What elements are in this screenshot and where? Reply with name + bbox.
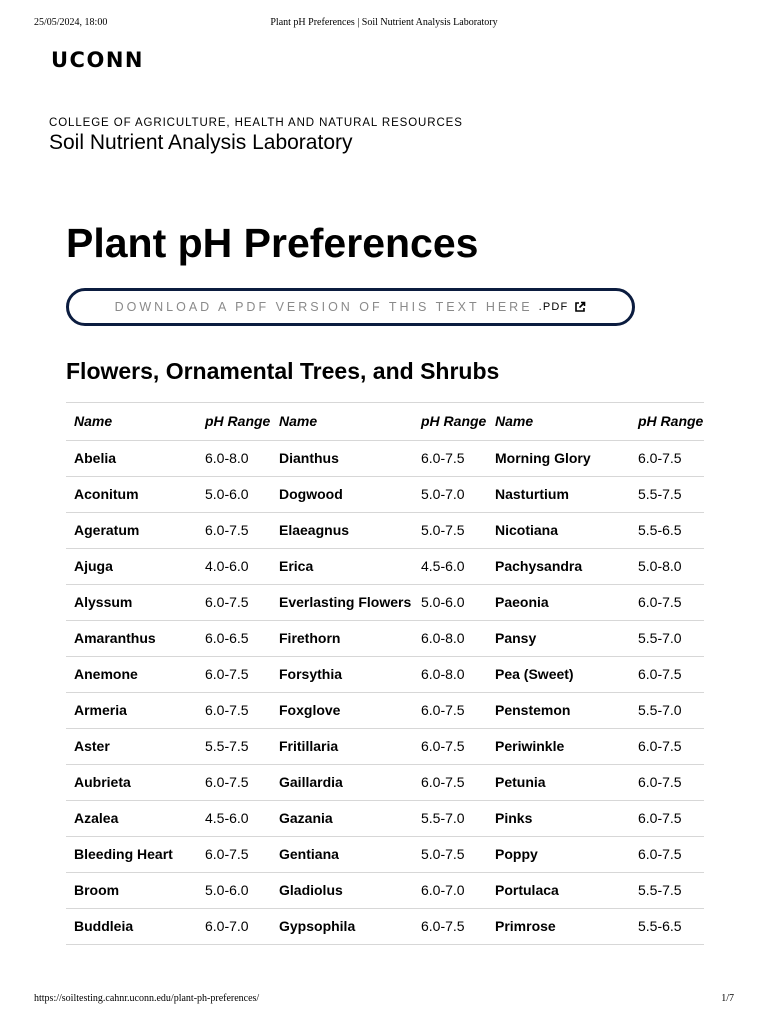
ph-range-cell: 6.0-7.5 — [630, 765, 704, 801]
ph-range-cell: 6.0-7.5 — [197, 657, 271, 693]
ph-range-cell: 6.0-7.5 — [197, 513, 271, 549]
plant-name-cell: Pea (Sweet) — [487, 657, 630, 693]
plant-name-cell: Pansy — [487, 621, 630, 657]
table-row — [66, 585, 704, 621]
ph-range-cell: 6.0-7.5 — [413, 441, 487, 477]
plant-name-cell: Aconitum — [66, 477, 197, 513]
college-name[interactable]: COLLEGE OF AGRICULTURE, HEALTH AND NATURAL RESOURCES — [49, 117, 463, 129]
ph-range-cell: 5.5-7.0 — [630, 693, 704, 729]
ph-range-cell: 4.5-6.0 — [413, 549, 487, 585]
ph-range-cell: 6.0-7.5 — [630, 801, 704, 837]
ph-range-cell: 6.0-6.5 — [197, 621, 271, 657]
plant-name-cell: Periwinkle — [487, 729, 630, 765]
plant-name-cell: Morning Glory — [487, 441, 630, 477]
column-header: pH Range — [630, 403, 704, 441]
pdf-extension-label: .PDF — [538, 301, 569, 313]
plant-name-cell: Petunia — [487, 765, 630, 801]
plant-name-cell: Dianthus — [271, 441, 413, 477]
plant-name-cell: Abelia — [66, 441, 197, 477]
plant-name-cell: Nasturtium — [487, 477, 630, 513]
ph-range-cell: 5.0-7.0 — [413, 477, 487, 513]
table-row — [66, 693, 704, 729]
ph-range-cell: 6.0-7.5 — [197, 837, 271, 873]
plant-name-cell: Portulaca — [487, 873, 630, 909]
ph-range-cell: 6.0-7.5 — [413, 765, 487, 801]
plant-name-cell: Firethorn — [271, 621, 413, 657]
ph-range-cell: 6.0-7.5 — [413, 909, 487, 945]
ph-range-cell: 5.5-7.5 — [630, 873, 704, 909]
ph-range-cell: 5.0-7.5 — [413, 513, 487, 549]
column-header: Name — [271, 403, 413, 441]
plant-name-cell: Forsythia — [271, 657, 413, 693]
page-title: Plant pH Preferences — [66, 220, 479, 266]
ph-range-cell: 6.0-7.5 — [413, 693, 487, 729]
ph-range-cell: 6.0-7.5 — [630, 729, 704, 765]
uconn-logo[interactable]: UCONN — [51, 48, 144, 72]
table-row — [66, 765, 704, 801]
ph-range-cell: 6.0-7.5 — [630, 585, 704, 621]
ph-range-cell: 6.0-7.0 — [413, 873, 487, 909]
plant-name-cell: Poppy — [487, 837, 630, 873]
plant-name-cell: Everlasting Flowers — [271, 585, 413, 621]
plant-name-cell: Anemone — [66, 657, 197, 693]
plant-name-cell: Azalea — [66, 801, 197, 837]
pdf-download-label: DOWNLOAD A PDF VERSION OF THIS TEXT HERE — [114, 300, 533, 314]
print-page-number: 1/7 — [721, 993, 734, 1004]
plant-name-cell: Gentiana — [271, 837, 413, 873]
plant-name-cell: Fritillaria — [271, 729, 413, 765]
plant-name-cell: Primrose — [487, 909, 630, 945]
column-header: Name — [66, 403, 197, 441]
ph-table — [66, 402, 704, 945]
ph-range-cell: 4.0-6.0 — [197, 549, 271, 585]
ph-range-cell: 6.0-7.5 — [630, 837, 704, 873]
ph-range-cell: 6.0-7.5 — [630, 657, 704, 693]
plant-name-cell: Buddleia — [66, 909, 197, 945]
lab-name[interactable]: Soil Nutrient Analysis Laboratory — [49, 131, 353, 154]
plant-name-cell: Nicotiana — [487, 513, 630, 549]
plant-name-cell: Bleeding Heart — [66, 837, 197, 873]
plant-name-cell: Gladiolus — [271, 873, 413, 909]
ph-range-cell: 5.5-7.0 — [630, 621, 704, 657]
ph-range-cell: 6.0-7.5 — [630, 441, 704, 477]
ph-range-cell: 5.5-7.0 — [413, 801, 487, 837]
ph-range-cell: 5.0-8.0 — [630, 549, 704, 585]
ph-range-cell: 5.0-6.0 — [197, 477, 271, 513]
table-row — [66, 873, 704, 909]
plant-name-cell: Aubrieta — [66, 765, 197, 801]
plant-name-cell: Penstemon — [487, 693, 630, 729]
print-header — [34, 17, 734, 31]
table-row — [66, 441, 704, 477]
plant-name-cell: Gaillardia — [271, 765, 413, 801]
print-footer — [34, 993, 734, 1007]
plant-name-cell: Armeria — [66, 693, 197, 729]
ph-range-cell: 5.0-6.0 — [413, 585, 487, 621]
ph-range-cell: 5.0-6.0 — [197, 873, 271, 909]
ph-range-cell: 6.0-7.0 — [197, 909, 271, 945]
ph-range-cell: 6.0-7.5 — [197, 765, 271, 801]
table-header-row — [66, 403, 704, 441]
plant-name-cell: Amaranthus — [66, 621, 197, 657]
ph-range-cell: 5.5-6.5 — [630, 909, 704, 945]
column-header: pH Range — [197, 403, 271, 441]
column-header: pH Range — [413, 403, 487, 441]
plant-name-cell: Pinks — [487, 801, 630, 837]
ph-range-cell: 5.5-6.5 — [630, 513, 704, 549]
plant-name-cell: Aster — [66, 729, 197, 765]
pdf-download-button[interactable] — [66, 288, 635, 326]
ph-range-cell: 6.0-7.5 — [413, 729, 487, 765]
plant-name-cell: Paeonia — [487, 585, 630, 621]
plant-name-cell: Pachysandra — [487, 549, 630, 585]
plant-name-cell: Ajuga — [66, 549, 197, 585]
table-row — [66, 909, 704, 945]
print-page-title: Plant pH Preferences | Soil Nutrient Analysis Laboratory — [270, 17, 498, 28]
table-row — [66, 549, 704, 585]
ph-range-cell: 6.0-7.5 — [197, 585, 271, 621]
section-title: Flowers, Ornamental Trees, and Shrubs — [66, 358, 500, 384]
print-url: https://soiltesting.cahnr.uconn.edu/plant-ph-preferences/ — [34, 993, 260, 1004]
plant-name-cell: Broom — [66, 873, 197, 909]
plant-name-cell: Gazania — [271, 801, 413, 837]
ph-range-cell: 5.5-7.5 — [630, 477, 704, 513]
plant-name-cell: Gypsophila — [271, 909, 413, 945]
plant-name-cell: Dogwood — [271, 477, 413, 513]
ph-range-cell: 6.0-7.5 — [197, 693, 271, 729]
table-row — [66, 801, 704, 837]
table-row — [66, 729, 704, 765]
ph-range-cell: 5.5-7.5 — [197, 729, 271, 765]
plant-name-cell: Erica — [271, 549, 413, 585]
table-row — [66, 657, 704, 693]
ph-range-cell: 6.0-8.0 — [413, 621, 487, 657]
ph-range-cell: 6.0-8.0 — [197, 441, 271, 477]
column-header: Name — [487, 403, 630, 441]
table-body — [66, 441, 704, 945]
plant-name-cell: Elaeagnus — [271, 513, 413, 549]
table-row — [66, 621, 704, 657]
ph-range-cell: 6.0-8.0 — [413, 657, 487, 693]
plant-name-cell: Foxglove — [271, 693, 413, 729]
table-row — [66, 477, 704, 513]
table-row — [66, 513, 704, 549]
external-link-icon — [574, 301, 586, 313]
plant-name-cell: Alyssum — [66, 585, 197, 621]
plant-name-cell: Ageratum — [66, 513, 197, 549]
print-timestamp: 25/05/2024, 18:00 — [34, 17, 108, 28]
ph-range-cell: 5.0-7.5 — [413, 837, 487, 873]
ph-range-cell: 4.5-6.0 — [197, 801, 271, 837]
table-row — [66, 837, 704, 873]
